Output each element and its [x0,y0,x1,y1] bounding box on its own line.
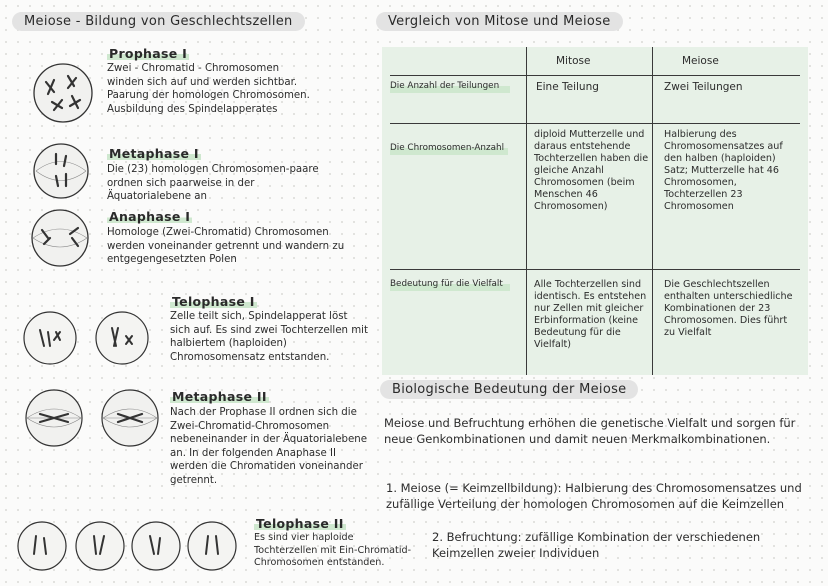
anaphase-1-heading: Anaphase I [109,209,191,224]
telophase-1-heading: Telophase I [172,294,255,309]
telophase-2-cell-b-drawing [74,520,126,572]
telophase-2-heading: Telophase II [256,516,344,531]
cell-meiose-chromosomen: Halbierung des Chromosomensatzes auf den halben (haploiden) Satz; Mutterzelle hat 46 Chromosomen, Tochterzellen 23 Chromosomen [664,129,783,212]
right-page-title: Vergleich von Mitose und Meiose [376,12,623,31]
metaphase-1-cell-drawing [32,142,90,200]
telophase-2-cell-d-drawing [186,520,238,572]
metaphase-2-text: Nach der Prophase II ordnen sich die Zwei-Chromatid-Chromosomen nebeneinander in der Äquatorialebene an. In der folgenden Anaphase II werden die Chromatiden voneinander getrennt. [170,407,368,486]
table-header-mitose: Mitose [556,55,591,67]
comparison-table [382,47,808,375]
cell-meiose-teilungen: Zwei Teilungen [664,81,743,93]
bio-item-2: 2. Befruchtung: zufällige Kombination der verschiedenen Keimzellen zweier Individuen [432,530,761,560]
anaphase-1-cell-drawing [30,208,90,268]
cell-meiose-vielfalt: Die Geschlechtszellen enthalten unterschiedliche Kombinationen der 23 Chromosomen. Dies führt zu Vielfalt [664,279,793,338]
metaphase-1-heading: Metaphase I [109,146,199,161]
cell-mitose-chromosomen: diploid Mutterzelle und daraus entstehende Tochterzellen haben die gleiche Anzahl Chromosomen (beim Menschen 46 Chromosomen) [534,129,649,212]
metaphase-1-text: Die (23) homologen Chromosomen-paare ordnen sich paarweise in der Äquatorialebene an [107,164,319,203]
metaphase-2-cell-b-drawing [100,388,160,448]
bio-intro-text: Meiose und Befruchtung erhöhen die genetische Vielfalt und sorgen für neue Genkombinationen und damit neuen Merkmalkombinationen. [384,416,796,446]
table-header-meiose: Meiose [682,55,719,67]
cell-mitose-teilungen: Eine Teilung [536,81,599,93]
bio-item-1: 1. Meiose (= Keimzellbildung): Halbierung des Chromosomensatzes und zufällige Verteilung der homologen Chromosomen auf die Keimzellen [386,481,802,511]
telophase-1-cell-b-drawing [94,310,150,366]
metaphase-2-heading: Metaphase II [172,389,267,404]
row-label-chromosomen: Die Chromosomen-Anzahl [390,143,508,155]
telophase-1-text: Zelle teilt sich, Spindelapperat löst sich auf. Es sind zwei Tochterzellen mit halbiertem (haploiden) Chromosomensatz entstanden. [170,311,368,363]
anaphase-1-text: Homologe (Zwei-Chromatid) Chromosomen werden voneinander getrennt und wandern zu entgegengesetzten Polen [107,227,345,266]
prophase-1-text: Zwei - Chromatid - Chromosomen winden sich auf und werden sichtbar. Paarung der homologen Chromosomen. Ausbildung des Spindelapperates [107,63,310,115]
prophase-1-heading: Prophase I [109,46,188,61]
metaphase-2-cell-a-drawing [24,388,84,448]
left-page-title: Meiose - Bildung von Geschlechtszellen [12,12,305,31]
bio-section-title: Biologische Bedeutung der Meiose [380,380,638,399]
telophase-2-cell-c-drawing [130,520,182,572]
telophase-2-cell-a-drawing [16,520,68,572]
row-label-vielfalt: Bedeutung für die Vielfalt [390,279,510,291]
row-label-teilungen: Die Anzahl der Teilungen [390,81,510,93]
cell-mitose-vielfalt: Alle Tochterzellen sind identisch. Es entstehen nur Zellen mit gleicher Erbinformation (keine Bedeutung für die Vielfalt) [534,279,647,350]
prophase-1-cell-drawing [32,62,94,124]
telophase-2-text: Es sind vier haploide Tochterzellen mit Ein-Chromatid-Chromosomen entstanden. [254,532,412,568]
telophase-1-cell-a-drawing [22,310,78,366]
